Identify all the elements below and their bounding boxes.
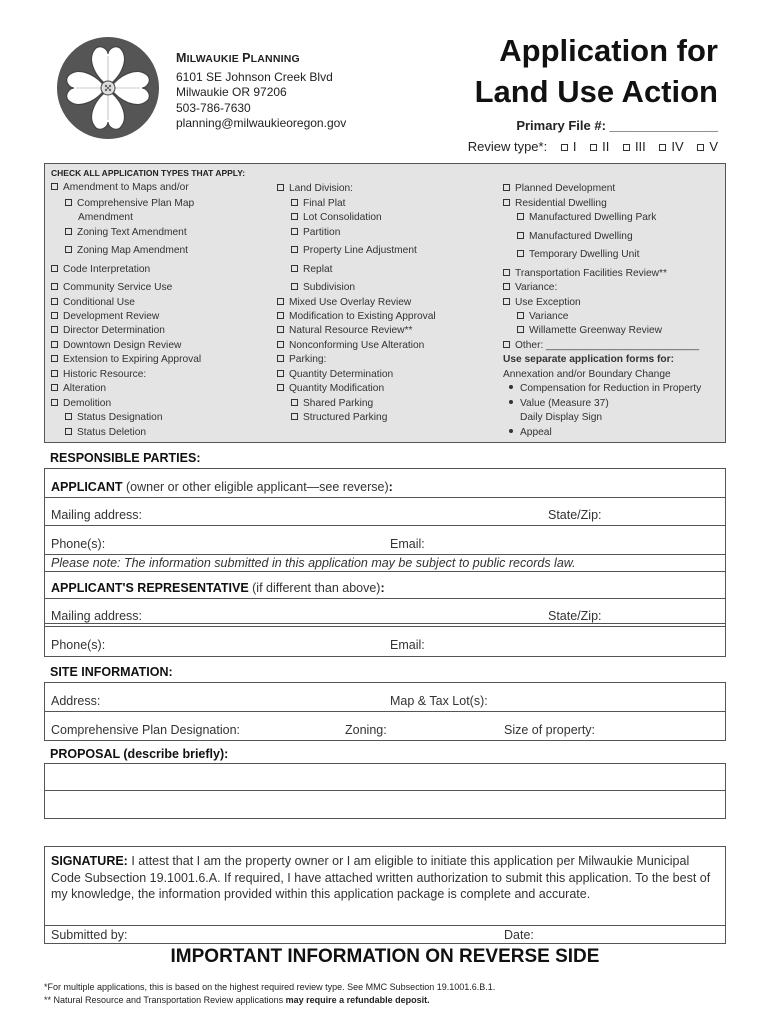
application-type-label: Replat <box>303 264 333 275</box>
checkbox-icon[interactable] <box>65 428 72 435</box>
application-type-option[interactable] <box>51 182 189 193</box>
application-type-label: Temporary Dwelling Unit <box>529 249 640 260</box>
application-type-option[interactable] <box>503 268 667 279</box>
checkbox-icon[interactable] <box>65 246 72 253</box>
application-type-option[interactable] <box>65 427 146 438</box>
application-type-label: Downtown Design Review <box>63 340 182 351</box>
application-types-header: CHECK ALL APPLICATION TYPES THAT APPLY: <box>51 168 246 178</box>
checkbox-icon <box>697 144 704 151</box>
application-type-label: Director Determination <box>63 325 165 336</box>
application-type-option[interactable] <box>517 311 568 322</box>
checkbox-icon[interactable] <box>277 298 284 305</box>
application-type-label: Status Designation <box>77 412 163 423</box>
representative-phone-box[interactable] <box>44 624 726 657</box>
application-type-option[interactable] <box>65 198 194 209</box>
checkbox-icon[interactable] <box>51 399 58 406</box>
bullet-icon <box>509 400 513 404</box>
checkbox-icon[interactable] <box>291 283 298 290</box>
application-type-label: Modification to Existing Approval <box>289 311 436 322</box>
signature-attestation: SIGNATURE: I attest that I am the property owner or I am eligible to initiate this application per Milwaukie Municipal Code Subsection 19.1001.6.A. If required, I have attached written authorization to submit this application. To the best of my knowledge, the information provided within this application package is complete and accurate. <box>51 854 711 901</box>
application-type-option <box>509 412 602 423</box>
representative-mailing-row[interactable] <box>45 599 725 627</box>
checkbox-icon[interactable] <box>517 312 524 319</box>
application-type-label: Historic Resource: <box>63 369 147 380</box>
review-type-v[interactable]: V <box>697 139 718 154</box>
phone-number: 503-786-7630 <box>176 100 251 115</box>
checkbox-icon[interactable] <box>503 298 510 305</box>
application-type-label: Annexation and/or Boundary Change <box>503 369 671 380</box>
contact-block <box>176 51 346 132</box>
checkbox-icon[interactable] <box>51 265 58 272</box>
size-of-property-label: Size of property: <box>504 723 596 737</box>
application-type-label: Conditional Use <box>63 297 135 308</box>
application-type-label: Transportation Facilities Review** <box>515 268 667 279</box>
email-label: Email: <box>390 537 425 551</box>
application-type-label: Variance: <box>515 282 558 293</box>
application-type-option[interactable] <box>277 369 393 380</box>
date-label: Date: <box>504 928 534 942</box>
application-type-label: Property Line Adjustment <box>303 245 417 256</box>
application-type-option <box>509 383 701 394</box>
application-type-label: Zoning Map Amendment <box>77 245 188 256</box>
applicant-label: APPLICANT (owner or other eligible applicant—see reverse): <box>51 480 393 494</box>
application-type-label: Shared Parking <box>303 398 374 409</box>
application-type-label: Amendment <box>78 212 133 223</box>
application-type-option[interactable] <box>277 340 424 351</box>
application-type-option[interactable] <box>51 340 181 351</box>
application-type-option <box>78 212 133 223</box>
checkbox-icon[interactable] <box>277 184 284 191</box>
application-type-label: Value (Measure 37) <box>520 398 609 409</box>
checkbox-icon[interactable] <box>503 184 510 191</box>
checkbox-icon[interactable] <box>503 341 510 348</box>
application-type-label: Variance <box>529 311 569 322</box>
title-line-2: Land Use Action <box>474 74 718 109</box>
note-row <box>45 554 725 572</box>
application-type-label: Compensation for Reduction in Property <box>520 383 702 394</box>
application-type-label: Lot Consolidation <box>303 212 382 223</box>
mailing-address-label: Mailing address: <box>51 609 143 623</box>
application-type-option[interactable] <box>277 383 384 394</box>
application-type-label: Structured Parking <box>303 412 388 423</box>
application-type-option[interactable] <box>291 227 340 238</box>
application-type-option[interactable] <box>277 325 412 336</box>
zoning-label: Zoning: <box>345 723 387 737</box>
application-type-option[interactable] <box>65 245 188 256</box>
checkbox-icon[interactable] <box>291 413 298 420</box>
phone-label: Phone(s): <box>51 537 106 551</box>
review-type-i[interactable]: I <box>561 139 577 154</box>
proposal-box[interactable] <box>44 763 726 819</box>
application-type-label: Planned Development <box>515 183 616 194</box>
checkbox-icon[interactable] <box>277 355 284 362</box>
state-zip-label: State/Zip: <box>548 508 602 522</box>
application-type-option[interactable] <box>65 412 163 423</box>
applicant-phone-row[interactable] <box>45 526 725 554</box>
application-type-option[interactable] <box>277 354 326 365</box>
review-type-label: Review type*: <box>467 139 548 154</box>
application-type-label: Land Division: <box>289 183 353 194</box>
application-type-option[interactable] <box>277 183 353 194</box>
checkbox-icon[interactable] <box>277 370 284 377</box>
important-info-heading: IMPORTANT INFORMATION ON REVERSE SIDE <box>170 946 600 967</box>
application-type-option[interactable] <box>291 264 332 275</box>
review-type-row <box>468 139 718 154</box>
checkbox-icon[interactable] <box>277 326 284 333</box>
application-type-option[interactable] <box>51 369 146 380</box>
application-type-option[interactable] <box>291 398 373 409</box>
checkbox-icon[interactable] <box>517 326 524 333</box>
checkbox-icon[interactable] <box>517 232 524 239</box>
bullet-icon <box>509 385 513 389</box>
checkbox-icon <box>590 144 597 151</box>
checkbox-icon[interactable] <box>291 246 298 253</box>
application-type-label: Community Service Use <box>63 282 173 293</box>
email-address: planning@milwaukieoregon.gov <box>176 116 347 130</box>
org-name: MILWAUKIE PLANNING <box>176 51 300 65</box>
application-type-label: Demolition <box>63 398 112 409</box>
application-type-option <box>509 427 552 438</box>
application-type-option[interactable] <box>517 249 639 260</box>
application-types-box <box>44 163 726 443</box>
checkbox-icon[interactable] <box>277 312 284 319</box>
application-type-label: Use separate application forms for: <box>503 354 674 365</box>
signature-box <box>44 846 726 944</box>
application-type-label: Quantity Determination <box>289 369 394 380</box>
application-type-option <box>503 369 671 380</box>
application-type-label: Code Interpretation <box>63 264 151 275</box>
email-label: Email: <box>390 638 425 652</box>
footnote-review-type: *For multiple applications, this is based on the highest required review type. See MMC Subsection 19.1001.6.B.1. <box>44 982 496 992</box>
application-type-label: Mixed Use Overlay Review <box>289 297 412 308</box>
application-type-label: Nonconforming Use Alteration <box>289 340 425 351</box>
application-type-option[interactable] <box>503 198 607 209</box>
review-type-ii[interactable]: II <box>590 139 609 154</box>
application-type-label: Amendment to Maps and/or <box>63 182 189 193</box>
application-type-label: Extension to Expiring Approval <box>63 354 202 365</box>
checkbox-icon[interactable] <box>517 250 524 257</box>
site-information-box <box>44 682 726 741</box>
application-type-label: Alteration <box>63 383 107 394</box>
application-type-label: Partition <box>303 227 341 238</box>
application-type-label: Use Exception <box>515 297 581 308</box>
checkbox-icon[interactable] <box>291 265 298 272</box>
application-type-label: Subdivision <box>303 282 356 293</box>
milwaukie-dogwood-logo <box>56 36 160 140</box>
application-type-option[interactable] <box>503 282 557 293</box>
application-type-option[interactable] <box>291 412 387 423</box>
review-type-iii[interactable]: III <box>623 139 646 154</box>
checkbox-icon[interactable] <box>51 312 58 319</box>
phone-label: Phone(s): <box>51 638 106 652</box>
site-address-label: Address: <box>51 694 101 708</box>
checkbox-icon <box>561 144 568 151</box>
application-type-option[interactable] <box>277 311 436 322</box>
address-line-1: 6101 SE Johnson Creek Blvd <box>176 69 333 84</box>
application-type-label: Other: ___________________________ <box>515 340 700 351</box>
site-information-heading: SITE INFORMATION: <box>50 665 173 679</box>
map-tax-lot-label: Map & Tax Lot(s): <box>390 694 488 708</box>
checkbox-icon[interactable] <box>503 199 510 206</box>
application-type-option[interactable] <box>51 383 106 394</box>
responsible-parties-heading: RESPONSIBLE PARTIES: <box>50 451 201 465</box>
application-type-label: Zoning Text Amendment <box>77 227 187 238</box>
application-type-label: Final Plat <box>303 198 346 209</box>
checkbox-icon <box>623 144 630 151</box>
submitted-row[interactable] <box>45 925 725 943</box>
primary-file-field[interactable]: Primary File #: _______________ <box>516 118 718 133</box>
application-type-label: Comprehensive Plan Map <box>77 198 195 209</box>
representative-phone-row[interactable] <box>45 624 725 655</box>
representative-row <box>45 572 725 599</box>
checkbox-icon[interactable] <box>51 355 58 362</box>
application-type-option <box>503 354 674 365</box>
application-type-option[interactable] <box>51 325 165 336</box>
checkbox-icon[interactable] <box>51 326 58 333</box>
responsible-parties-box <box>44 468 726 624</box>
checkbox-icon[interactable] <box>51 298 58 305</box>
representative-label: APPLICANT'S REPRESENTATIVE (if different than above): <box>51 581 385 595</box>
form-title <box>475 30 718 112</box>
application-type-option[interactable] <box>517 212 656 223</box>
application-type-label: Development Review <box>63 311 160 322</box>
checkbox-icon[interactable] <box>277 341 284 348</box>
application-type-option[interactable] <box>517 325 662 336</box>
footnote-deposit: ** Natural Resource and Transportation Review applications may require a refundable deposit. <box>44 995 430 1005</box>
checkbox-icon[interactable] <box>51 370 58 377</box>
application-type-option[interactable] <box>503 340 699 351</box>
checkbox-icon[interactable] <box>51 283 58 290</box>
application-type-label: Residential Dwelling <box>515 198 607 209</box>
application-type-label: Status Deletion <box>77 427 147 438</box>
checkbox-icon[interactable] <box>65 199 72 206</box>
checkbox-icon[interactable] <box>51 341 58 348</box>
comp-plan-label: Comprehensive Plan Designation: <box>51 723 240 737</box>
application-type-option[interactable] <box>51 398 111 409</box>
application-type-label: Willamette Greenway Review <box>529 325 663 336</box>
application-type-label: Daily Display Sign <box>520 412 603 423</box>
checkbox-icon[interactable] <box>65 228 72 235</box>
checkbox-icon[interactable] <box>291 399 298 406</box>
application-type-option[interactable] <box>503 183 615 194</box>
title-line-1: Application for <box>499 33 718 68</box>
review-type-iv[interactable]: IV <box>659 139 683 154</box>
checkbox-icon[interactable] <box>277 384 284 391</box>
proposal-line-1[interactable] <box>45 764 725 791</box>
application-type-option[interactable] <box>51 354 201 365</box>
checkbox-icon <box>659 144 666 151</box>
checkbox-icon[interactable] <box>51 384 58 391</box>
submitted-by-label: Submitted by: <box>51 928 128 942</box>
application-type-option[interactable] <box>51 311 159 322</box>
checkbox-icon[interactable] <box>65 413 72 420</box>
application-type-label: Manufactured Dwelling <box>529 231 633 242</box>
public-records-note: Please note: The information submitted in this application may be subject to public records law. <box>51 556 576 570</box>
proposal-heading: PROPOSAL (describe briefly): <box>50 747 229 761</box>
checkbox-icon[interactable] <box>291 228 298 235</box>
application-type-option[interactable] <box>65 227 187 238</box>
application-type-option[interactable] <box>291 212 382 223</box>
applicant-row <box>45 469 725 498</box>
address-line-2: Milwaukie OR 97206 <box>176 85 287 99</box>
application-type-label: Manufactured Dwelling Park <box>529 212 657 223</box>
mailing-address-label: Mailing address: <box>51 508 143 522</box>
application-type-option <box>509 398 609 409</box>
application-type-option[interactable] <box>277 297 411 308</box>
state-zip-label: State/Zip: <box>548 609 602 623</box>
application-type-option[interactable] <box>51 282 172 293</box>
proposal-line-2[interactable] <box>45 791 725 818</box>
application-type-option[interactable] <box>517 231 633 242</box>
bullet-icon <box>509 429 513 433</box>
applicant-mailing-row[interactable] <box>45 498 725 526</box>
application-type-label: Parking: <box>289 354 327 365</box>
checkbox-icon[interactable] <box>291 199 298 206</box>
application-type-option[interactable] <box>291 198 345 209</box>
checkbox-icon[interactable] <box>503 283 510 290</box>
application-type-option[interactable] <box>51 264 150 275</box>
site-address-row[interactable] <box>45 683 725 712</box>
application-type-option[interactable] <box>503 297 581 308</box>
site-zoning-row[interactable] <box>45 712 725 740</box>
application-type-option[interactable] <box>291 282 355 293</box>
application-type-option[interactable] <box>291 245 417 256</box>
checkbox-icon[interactable] <box>291 213 298 220</box>
checkbox-icon[interactable] <box>51 183 58 190</box>
application-type-label: Quantity Modification <box>289 383 385 394</box>
application-type-label: Natural Resource Review** <box>289 325 413 336</box>
application-type-label: Appeal <box>520 427 552 438</box>
checkbox-icon[interactable] <box>517 213 524 220</box>
application-type-option[interactable] <box>51 297 135 308</box>
checkbox-icon[interactable] <box>503 269 510 276</box>
